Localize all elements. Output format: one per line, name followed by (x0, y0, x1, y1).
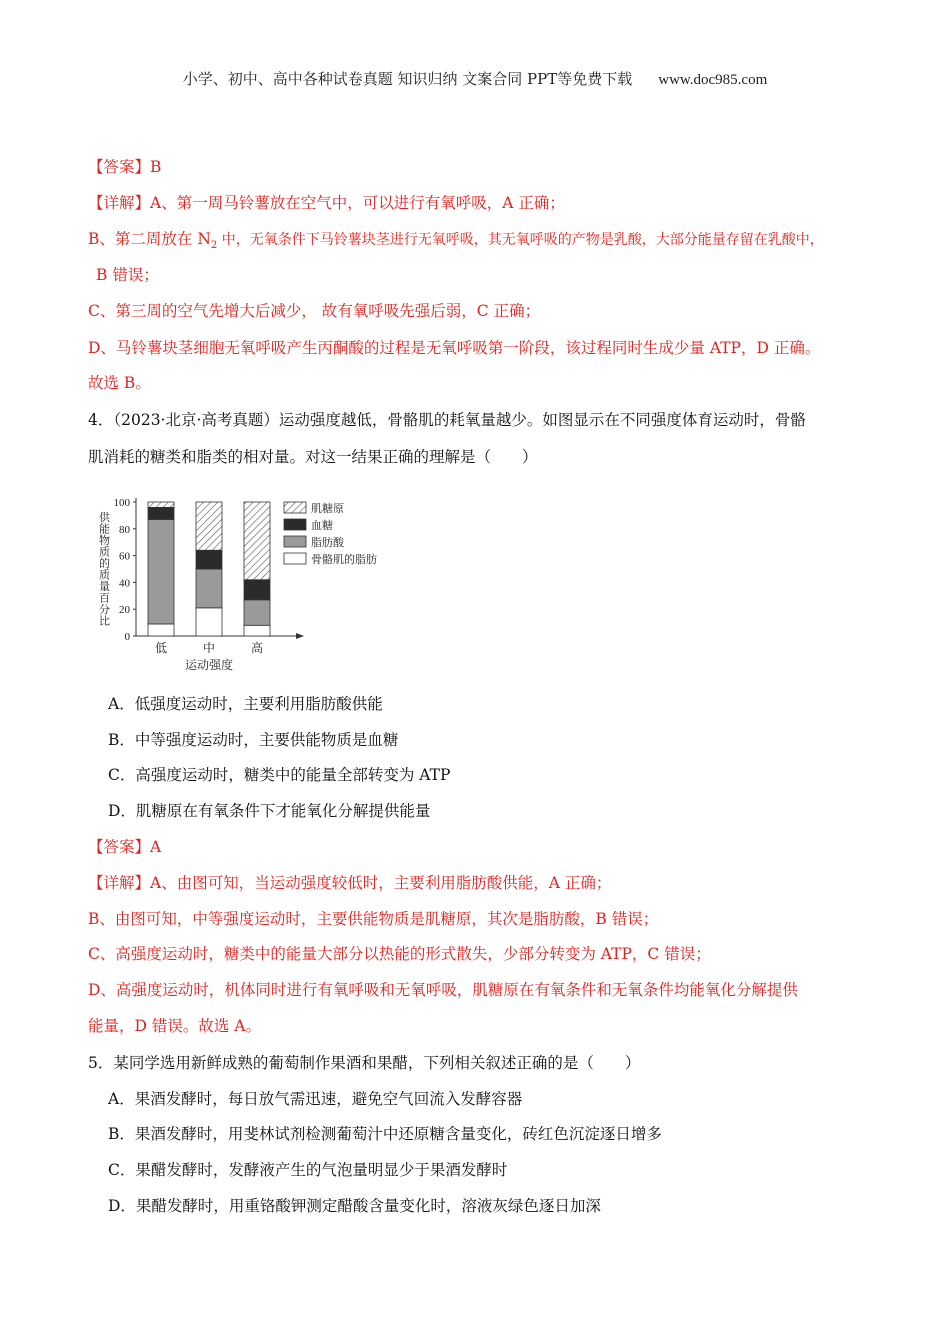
q5-option-c: C．果醋发酵时，发酵液产生的气泡量明显少于果酒发酵时 (108, 1161, 508, 1179)
legend-swatch (284, 502, 306, 513)
bar-segment (196, 550, 222, 569)
q5-stem: 5．某同学选用新鲜成熟的葡萄制作果酒和果醋，下列相关叙述正确的是（ ） (88, 1054, 641, 1072)
legend-swatch (284, 519, 306, 530)
q3-conclusion: 故选 B。 (88, 374, 151, 392)
q3-answer: 【答案】B (88, 158, 162, 176)
bar-segment (148, 624, 174, 636)
x-axis-label: 运动强度 (184, 658, 234, 672)
q4-answer: 【答案】A (88, 838, 162, 856)
bar-segment (244, 625, 270, 636)
q3-detail-b-cont: B 错误； (96, 266, 159, 284)
q4-option-d: D．肌糖原在有氧条件下才能氧化分解提供能量 (108, 802, 431, 820)
y-tick-label: 100 (113, 497, 130, 509)
legend-swatch (284, 536, 306, 547)
y-tick-label: 80 (119, 523, 130, 536)
x-tick-label: 中 (202, 641, 216, 655)
bar-segment (244, 580, 270, 600)
legend-label: 肌糖原 (311, 502, 344, 515)
bar-segment (244, 600, 270, 625)
bar-segment (196, 502, 222, 550)
bar-segment (148, 507, 174, 519)
bar-segment (148, 502, 174, 507)
q5-option-a: A．果酒发酵时，每日放气需迅速，避免空气回流入发酵容器 (108, 1090, 523, 1108)
bar-segment (196, 608, 222, 636)
q4-detail-a: 【详解】A、由图可知，当运动强度较低时，主要利用脂肪酸供能，A 正确； (88, 874, 612, 892)
y-tick-label: 20 (119, 604, 130, 617)
stacked-bar-chart (90, 488, 410, 678)
header-text: 小学、初中、高中各种试卷真题 知识归纳 文案合同 PPT等免费下载 (182, 70, 633, 88)
y-tick-label: 40 (119, 577, 130, 590)
q4-stem-1: 4．（2023·北京·高考真题）运动强度越低，骨骼肌的耗氧量越少。如图显示在不同强度体育运动时，骨骼 (88, 411, 806, 429)
q3-detail-d: D、马铃薯块茎细胞无氧呼吸产生丙酮酸的过程是无氧呼吸第一阶段，该过程同时生成少量 ATP，D 正确。 (88, 339, 821, 357)
q3-detail-a: 【详解】A、第一周马铃薯放在空气中，可以进行有氧呼吸，A 正确； (88, 194, 565, 212)
bar-segment (244, 502, 270, 580)
bar-segment (148, 519, 174, 624)
y-axis-label: 供能物质的质量百分比 (97, 511, 111, 627)
q4-option-a: A．低强度运动时，主要利用脂肪酸供能 (108, 695, 383, 713)
bar-segment (196, 569, 222, 608)
x-tick-label: 高 (250, 641, 264, 655)
legend-label: 骨骼肌的脂肪 (311, 553, 377, 566)
legend-swatch (284, 553, 306, 564)
y-tick-label: 60 (119, 550, 130, 563)
q5-option-b: B．果酒发酵时，用斐林试剂检测葡萄汁中还原糖含量变化，砖红色沉淀逐日增多 (108, 1125, 662, 1143)
q4-stem-2: 肌消耗的糖类和脂类的相对量。对这一结果正确的理解是（ ） (88, 448, 538, 466)
q4-option-b: B．中等强度运动时，主要供能物质是血糖 (108, 731, 399, 749)
x-axis-arrow (296, 633, 304, 639)
page-header (0, 68, 950, 89)
q3-detail-b-post: 中，无氧条件下马铃薯块茎进行无氧呼吸，其无氧呼吸的产物是乳酸，大部分能量存留在乳酸中， (217, 232, 824, 248)
q4-detail-d-1: D、高强度运动时，机体同时进行有氧呼吸和无氧呼吸，肌糖原在有氧条件和无氧条件均能氧化分解提供 (88, 981, 798, 999)
legend-label: 脂肪酸 (311, 536, 344, 549)
q4-detail-d-2: 能量，D 错误。故选 A。 (88, 1017, 261, 1035)
q3-detail-b-pre: B、第二周放在 N (88, 230, 211, 248)
header-url[interactable]: www.doc985.com (658, 72, 768, 88)
x-tick-label: 低 (154, 641, 168, 655)
q4-detail-c: C、高强度运动时，糖类中的能量大部分以热能的形式散失，少部分转变为 ATP，C 错误； (88, 945, 711, 963)
q5-option-d: D．果醋发酵时，用重铬酸钾测定醋酸含量变化时，溶液灰绿色逐日加深 (108, 1197, 601, 1215)
q3-detail-b-sub: 2 (210, 240, 218, 252)
y-tick-label: 0 (124, 631, 130, 643)
q4-option-c: C．高强度运动时，糖类中的能量全部转变为 ATP (108, 766, 451, 784)
q4-detail-b: B、由图可知，中等强度运动时，主要供能物质是肌糖原，其次是脂肪酸，B 错误； (88, 910, 659, 928)
q3-detail-c: C、第三周的空气先增大后减少， 故有氧呼吸先强后弱，C 正确； (88, 302, 541, 320)
q3-detail-b (88, 228, 824, 257)
legend-label: 血糖 (311, 519, 333, 532)
